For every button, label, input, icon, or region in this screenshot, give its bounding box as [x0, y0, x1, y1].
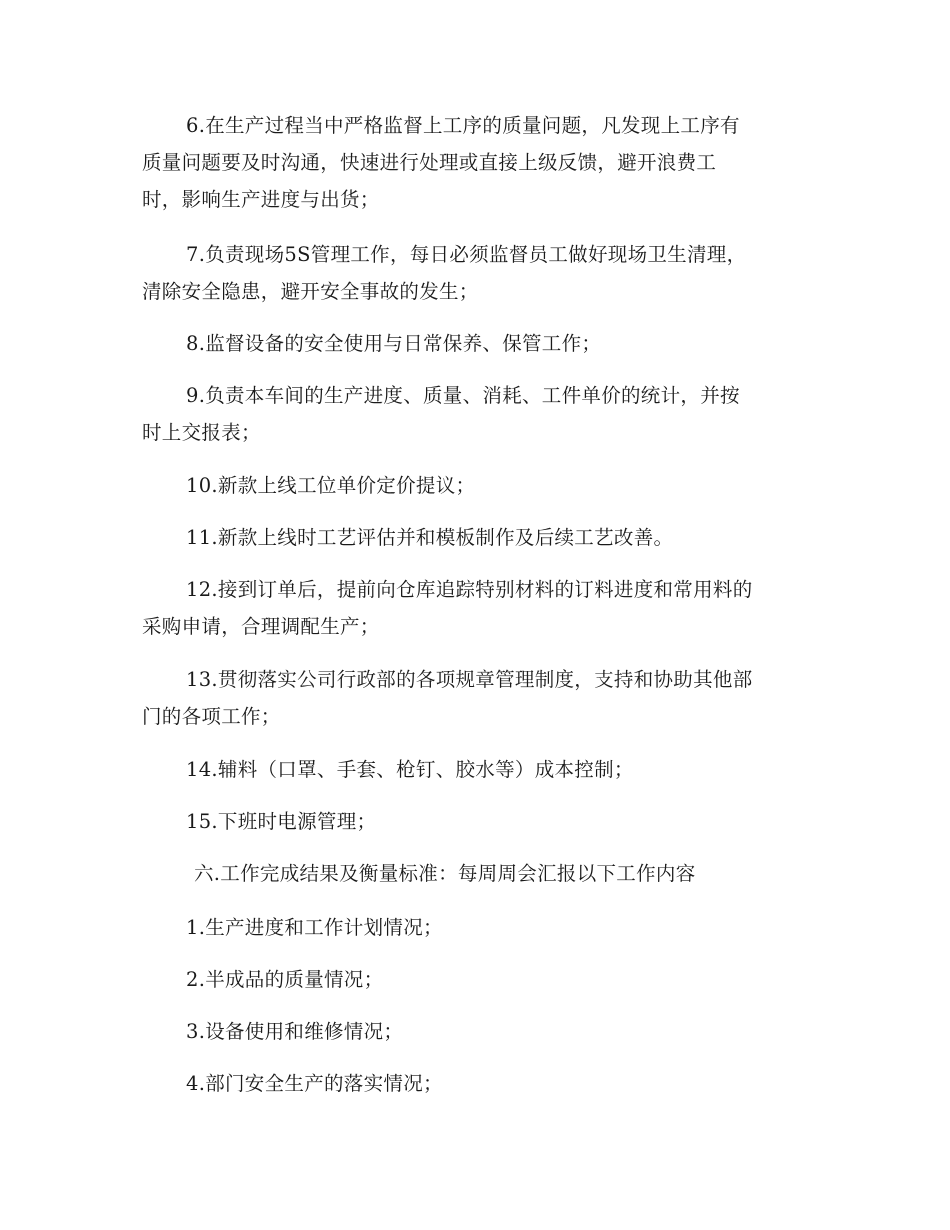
duty-item-13 — [142, 661, 808, 735]
duty-item-9 — [142, 377, 808, 451]
text-line: 6.在生产过程当中严格监督上工序的质量问题，凡发现上工序有 — [186, 114, 740, 137]
text-line: 8.监督设备的安全使用与日常保养、保管工作； — [186, 332, 602, 355]
text-line: 门的各项工作； — [142, 705, 281, 728]
duty-item-15 — [142, 803, 808, 840]
section-heading — [142, 855, 808, 892]
duty-item-14 — [142, 751, 808, 788]
text-line: 采购申请，合理调配生产； — [142, 615, 380, 638]
duty-item-7 — [142, 236, 808, 310]
text-line: 15.下班时电源管理； — [186, 810, 377, 833]
text-line: 六.工作完成结果及衡量标准：每周周会汇报以下工作内容 — [194, 862, 696, 885]
text-line: 13.贯彻落实公司行政部的各项规章管理制度，支持和协助其他部 — [186, 668, 753, 691]
duty-item-10 — [142, 467, 808, 504]
text-line: 12.接到订单后，提前向仓库追踪特别材料的订料进度和常用料的 — [186, 578, 753, 601]
duty-item-11 — [142, 519, 808, 556]
text-line: 14.辅料（口罩、手套、枪钉、胶水等）成本控制； — [186, 758, 634, 781]
report-item-4 — [142, 1065, 808, 1102]
report-item-2 — [142, 961, 808, 998]
text-line: 1.生产进度和工作计划情况； — [186, 916, 443, 939]
text-line: 4.部门安全生产的落实情况； — [186, 1072, 443, 1095]
text-line: 9.负责本车间的生产进度、质量、消耗、工件单价的统计，并按 — [186, 384, 740, 407]
text-line: 质量问题要及时沟通，快速进行处理或直接上级反馈，避开浪费工 — [142, 151, 717, 174]
text-line: 11.新款上线时工艺评估并和模板制作及后续工艺改善。 — [186, 526, 674, 549]
text-line: 时上交报表； — [142, 421, 261, 444]
text-line: 时，影响生产进度与出货； — [142, 188, 380, 211]
report-item-1 — [142, 909, 808, 946]
duty-item-6 — [142, 107, 808, 218]
text-line: 7.负责现场5S管理工作，每日必须监督员工做好现场卫生清理， — [186, 243, 747, 266]
text-line: 3.设备使用和维修情况； — [186, 1020, 404, 1043]
report-item-3 — [142, 1013, 808, 1050]
duty-item-12 — [142, 571, 808, 645]
text-line: 10.新款上线工位单价定价提议； — [186, 474, 476, 497]
duty-item-8 — [142, 325, 808, 362]
text-line: 2.半成品的质量情况； — [186, 968, 384, 991]
text-line: 清除安全隐患，避开安全事故的发生； — [142, 280, 479, 303]
